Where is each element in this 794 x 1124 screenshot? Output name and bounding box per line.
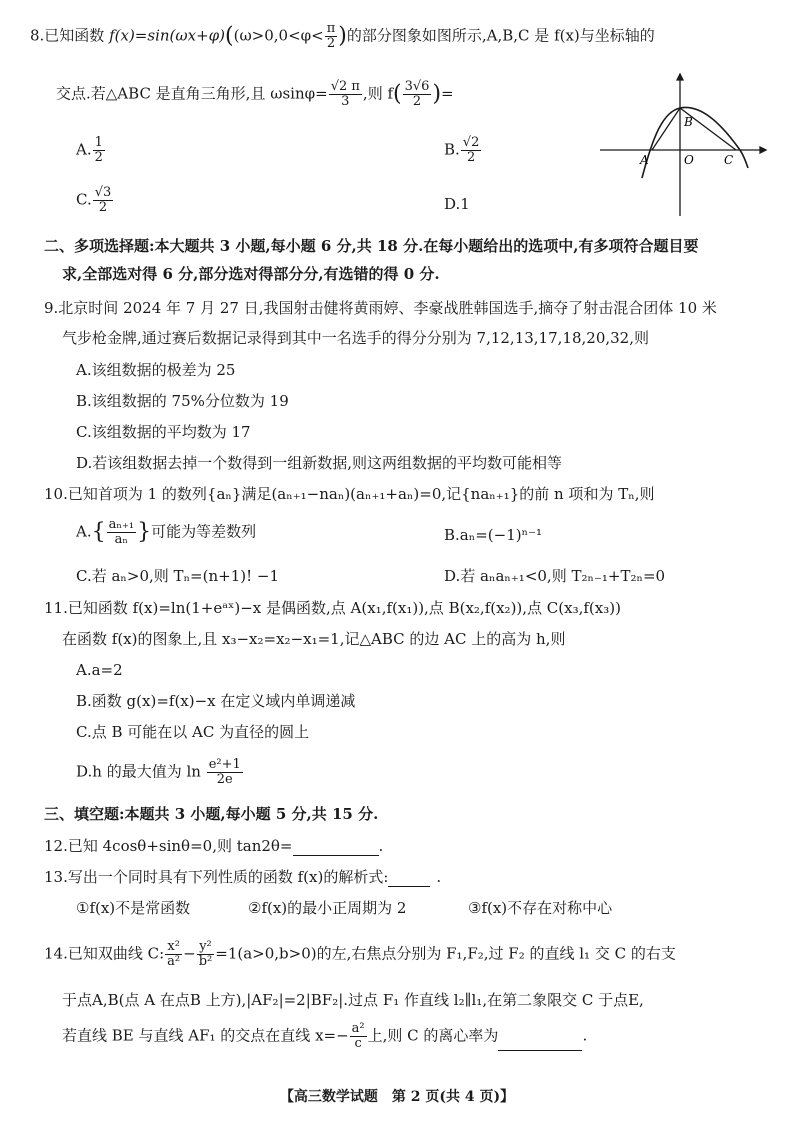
x-axis-arrow — [760, 147, 766, 153]
q13-property-2: ②f(x)的最小正周期为 2 — [248, 899, 407, 917]
q8-arg-frac: $\frac{3√6}{2}$ — [404, 79, 430, 109]
q8-cond: (ω>0,0<φ< — [233, 26, 324, 45]
q10-option-d[interactable]: D.若 aₙaₙ₊₁<0,则 T₂ₙ₋₁+T₂ₙ=0 — [444, 567, 666, 585]
q11-option-c[interactable]: C.点 B 可能在以 AC 为直径的圆上 — [76, 723, 310, 741]
sine-curve — [642, 107, 748, 178]
q8-line2: 交点.若△ABC 是直角三角形,且 ωsinφ= $\frac{√2 \pi}{3}$ ,则 f( $\frac{3√6}{2}$ )= — [56, 79, 454, 109]
y-axis-arrow — [677, 74, 683, 80]
q8-line1: 8.已知函数 f(x)=sin(ωx+φ)((ω>0,0<φ< $\frac{\pi}{2}$ )的部分图象如图所示,A,B,C 是 f(x)与坐标轴的 — [30, 21, 655, 51]
q11-option-d[interactable]: D.h 的最大值为 ln $\frac{\text{e²+1}}{2e}$ — [76, 757, 241, 787]
q9-line1: 9.北京时间 2024 年 7 月 27 日,我国射击健将黄雨婷、李豪战胜韩国选手,摘夺了射击混合团体 10 米 — [44, 299, 717, 317]
label-a: A — [640, 153, 649, 167]
q9-option-c[interactable]: C.该组数据的平均数为 17 — [76, 423, 251, 441]
q10-option-a[interactable]: A.{ $\frac{\text{aₙ₊₁}}{\text{aₙ}}$ }可能为等差数列 — [76, 517, 257, 547]
q9-line2: 气步枪金牌,通过赛后数据记录得到其中一名选手的得分分别为 7,12,13,17,18,20,32,则 — [62, 329, 649, 347]
section2-heading-line1: 二、多项选择题:本大题共 3 小题,每小题 6 分,共 18 分.在每小题给出的选项中,有多项符合题目要 — [44, 237, 699, 255]
segment-ab — [652, 108, 680, 150]
q8-eq: = — [441, 84, 454, 103]
q9-option-d[interactable]: D.若该组数据去掉一个数得到一组新数据,则这两组数据的平均数可能相等 — [76, 454, 563, 472]
q10-line1: 10.已知首项为 1 的数列{aₙ}满足(aₙ₊₁−naₙ)(aₙ₊₁+aₙ)=0,记{naₙ₊₁}的前 n 项和为 Tₙ,则 — [44, 485, 655, 503]
section3-heading: 三、填空题:本题共 3 小题,每小题 5 分,共 15 分. — [44, 805, 379, 823]
q8-function-graph — [600, 70, 770, 220]
q10-option-c[interactable]: C.若 aₙ>0,则 Tₙ=(n+1)! −1 — [76, 567, 280, 585]
q9-option-b[interactable]: B.该组数据的 75%分位数为 19 — [76, 392, 289, 410]
q8-text2: 的部分图象如图所示,A,B,C 是 f(x)与坐标轴的 — [346, 26, 655, 45]
q12: 12.已知 4cosθ+sinθ=0,则 tan2θ= . — [44, 837, 384, 855]
q13-property-3: ③f(x)不存在对称中心 — [468, 899, 613, 917]
q9-option-a[interactable]: A.该组数据的极差为 25 — [76, 361, 236, 379]
q12-answer-blank[interactable] — [293, 855, 379, 856]
q14-line3: 若直线 BE 与直线 AF₁ 的交点在直线 x=− $\frac{\text{a²}}{c}$ 上,则 C 的离心率为 . — [62, 1021, 588, 1051]
q8-w-frac: $\frac{√2 \pi}{3}$ — [330, 79, 360, 109]
q14-line2: 于点A,B(点 A 在点B 上方),|AF₂|=2|BF₂|.过点 F₁ 作直线 l₂∥l₁,在第二象限交 C 于点E, — [62, 991, 644, 1009]
q13-answer-blank[interactable] — [388, 886, 430, 887]
label-o: O — [684, 153, 694, 167]
q11-option-a[interactable]: A.a=2 — [76, 661, 123, 679]
q8-option-b[interactable]: B. $\frac{√2}{2}$ — [444, 135, 480, 165]
section2-heading-line2: 求,全部选对得 6 分,部分选对得部分分,有选错的得 0 分. — [62, 265, 440, 283]
label-b: B — [684, 115, 693, 129]
q8-func: f(x)=sin(ωx+φ) — [109, 26, 225, 45]
q8-pi-frac: $\frac{\pi}{2}$ — [326, 21, 336, 51]
q8-option-a[interactable]: A. $\frac{1}{2}$ — [76, 135, 103, 165]
q8-text4: ,则 f — [362, 84, 394, 103]
q13-property-1: ①f(x)不是常函数 — [76, 899, 191, 917]
q8-option-c[interactable]: C. $\frac{√3}{2}$ — [76, 185, 112, 215]
q14-line1: 14.已知双曲线 C: $\frac{\text{x²}}{\text{a²}}$ − $\frac{\text{y²}}{\text{b²}}$ =1(a>0,b>0)的左,右焦点分别为 F₁,F₂,过 F₂ 的直线 l₁ 交 C 的右支 — [44, 939, 676, 969]
q11-line2: 在函数 f(x)的图象上,且 x₃−x₂=x₂−x₁=1,记△ABC 的边 AC 上的高为 h,则 — [62, 630, 566, 648]
q11-line1: 11.已知函数 f(x)=ln(1+eᵃˣ)−x 是偶函数,点 A(x₁,f(x₁)),点 B(x₂,f(x₂)),点 C(x₃,f(x₃)) — [44, 599, 621, 617]
q8-text3: 交点.若△ABC 是直角三角形,且 ωsinφ= — [56, 84, 328, 103]
label-c: C — [724, 153, 734, 167]
q8-option-d[interactable]: D.1 — [444, 195, 470, 213]
q14-answer-blank[interactable] — [498, 1050, 582, 1051]
page-footer: 【高三数学试题 第 2 页(共 4 页)】 — [279, 1089, 515, 1105]
q11-option-b[interactable]: B.函数 g(x)=f(x)−x 在定义域内单调递减 — [76, 692, 356, 710]
q10-option-b[interactable]: B.aₙ=(−1)ⁿ⁻¹ — [444, 526, 543, 544]
q13: 13.写出一个同时具有下列性质的函数 f(x)的解析式: . — [44, 868, 442, 886]
q8-text: 8.已知函数 — [30, 26, 110, 45]
